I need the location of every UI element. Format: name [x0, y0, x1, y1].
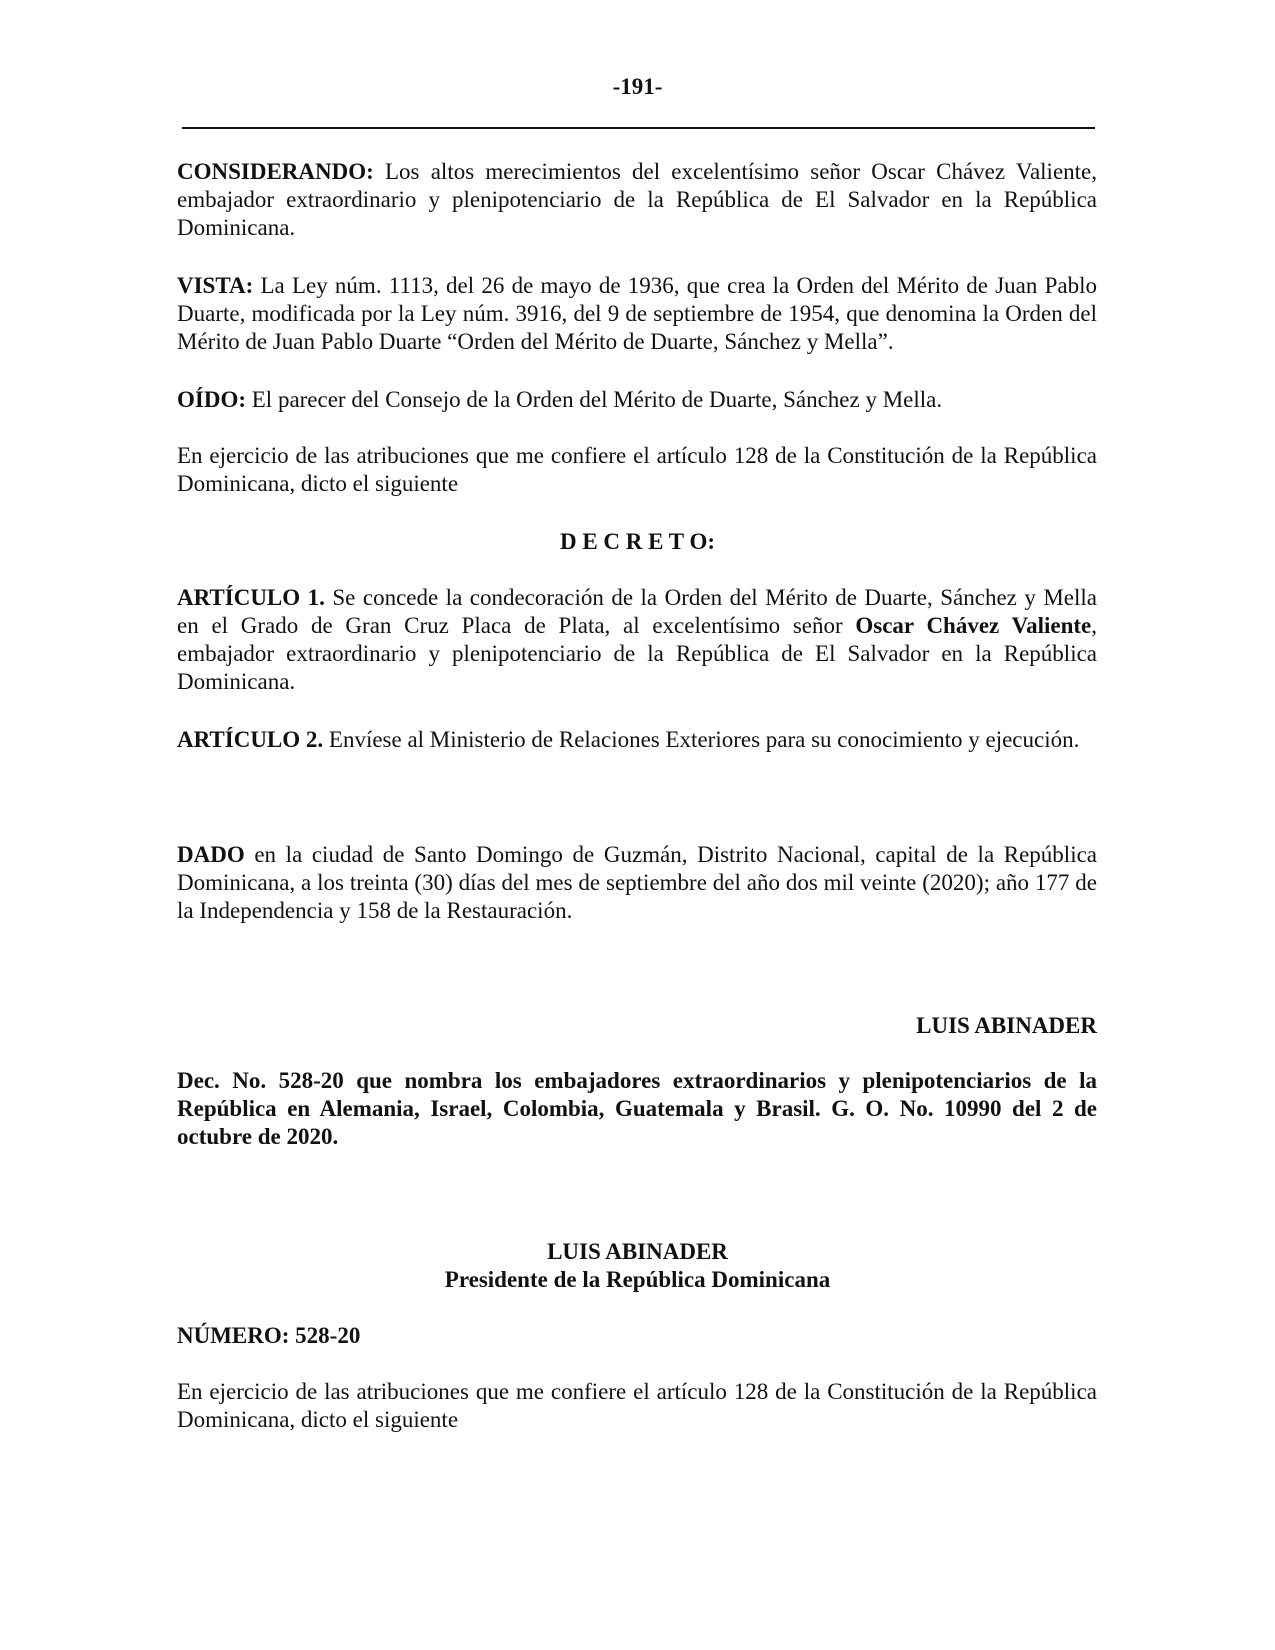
signature-name: LUIS ABINADER [916, 1013, 1097, 1038]
articulo-1-label: ARTÍCULO 1. [177, 585, 325, 610]
decreto-heading: D E C R E T O: [559, 529, 716, 554]
articulo-1-name: Oscar Chávez Valiente [855, 613, 1092, 638]
vista-text: La Ley núm. 1113, del 26 de mayo de 1936, que crea la Orden del Mérito de Juan Pablo Duarte, modificada por la Ley núm. 3916, del 9 de septiembre de 1954, que denomina la Orden del Mérito de Juan Pablo Duarte “Orden del Mérito de Duarte, Sánchez y Mella”. [177, 273, 1097, 354]
dado-paragraph [177, 841, 1097, 925]
vista-paragraph [177, 272, 1097, 356]
decree-number: NÚMERO: 528-20 [177, 1323, 361, 1348]
articulo-2-paragraph [177, 726, 1097, 754]
dado-text: en la ciudad de Santo Domingo de Guzmán, Distrito Nacional, capital de la República Dominicana, a los treinta (30) días del mes de septiembre del año dos mil veinte (2020); año 177 de la Independencia y 158 de la Restauración. [177, 842, 1097, 923]
vista-label: VISTA: [177, 273, 254, 298]
considerando-label: CONSIDERANDO: [177, 159, 374, 184]
ejercicio-paragraph-2: En ejercicio de las atribuciones que me confiere el artículo 128 de la Constitución de la República Dominicana, dicto el siguiente [177, 1379, 1097, 1432]
president-name: LUIS ABINADER [547, 1239, 728, 1264]
articulo-2-label: ARTÍCULO 2. [177, 727, 324, 752]
considerando-text: Los altos merecimientos del excelentísimo señor Oscar Chávez Valiente, embajador extraordinario y plenipotenciario de la República de El Salvador en la República Dominicana. [177, 159, 1097, 240]
president-title: Presidente de la República Dominicana [444, 1267, 831, 1292]
articulo-2-text: Envíese al Ministerio de Relaciones Exteriores para su conocimiento y ejecución. [323, 727, 1080, 752]
considerando-paragraph [177, 158, 1097, 242]
header-rule [182, 127, 1095, 129]
decree-title: Dec. No. 528-20 que nombra los embajadores extraordinarios y plenipotenciarios de la República en Alemania, Israel, Colombia, Guatemala y Brasil. G. O. No. 10990 del 2 de octubre de 2020. [177, 1068, 1097, 1149]
articulo-1-text-a: Se concede la condecoración de la Orden del Mérito de Duarte, Sánchez y Mella en el Grado de Gran Cruz Placa de Plata, al excelentísimo señor [177, 585, 1097, 638]
oido-paragraph [177, 386, 1097, 414]
oido-text: El parecer del Consejo de la Orden del Mérito de Duarte, Sánchez y Mella. [246, 387, 943, 412]
articulo-1-paragraph [177, 584, 1097, 696]
articulo-1-text-b: , embajador extraordinario y plenipotenciario de la República de El Salvador en la República Dominicana. [177, 613, 1097, 694]
ejercicio-paragraph-1: En ejercicio de las atribuciones que me confiere el artículo 128 de la Constitución de la República Dominicana, dicto el siguiente [177, 443, 1097, 496]
page-number: -191- [612, 74, 663, 99]
oido-label: OÍDO: [177, 387, 246, 412]
dado-label: DADO [177, 842, 245, 867]
